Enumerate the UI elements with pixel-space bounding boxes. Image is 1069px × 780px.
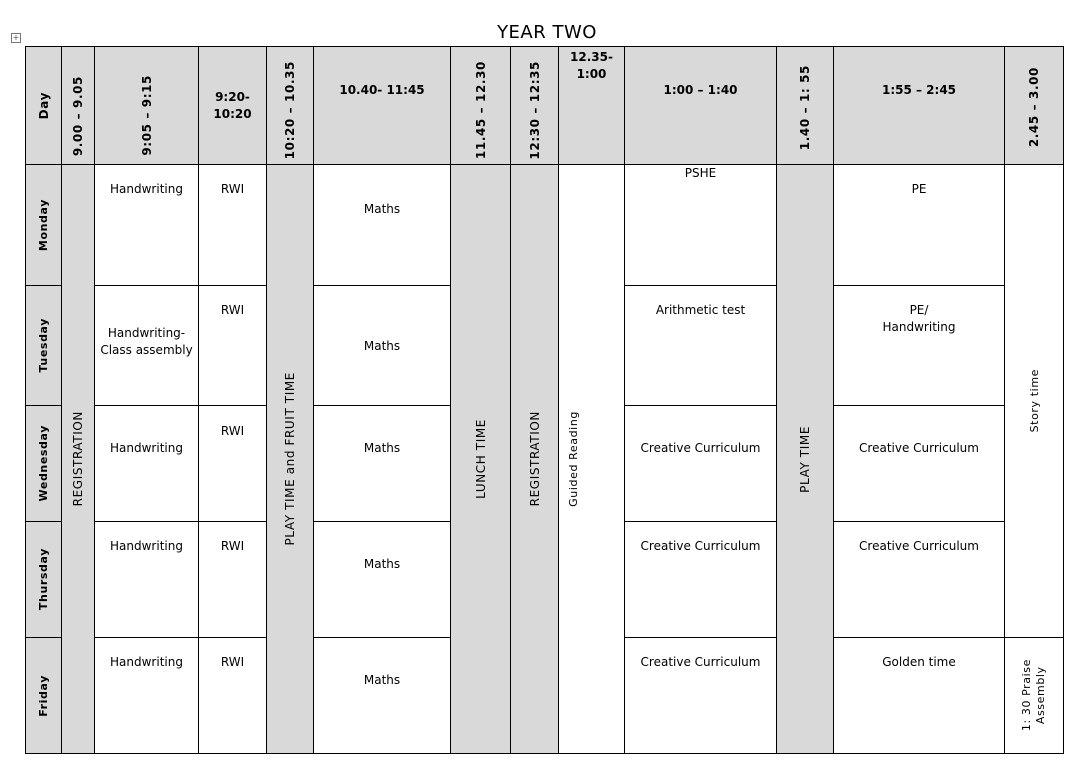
registration-afternoon: REGISTRATION: [511, 165, 559, 754]
header-time-0905: 9:05 – 9:15: [95, 47, 199, 165]
cell-wednesday-1355: Creative Curriculum: [834, 406, 1005, 522]
cell-thursday-0920: RWI: [199, 522, 267, 638]
day-label-tuesday: Tuesday: [26, 286, 62, 406]
cell-monday-0905: Handwriting: [95, 165, 199, 286]
header-time-0920: 9:20- 10:20: [199, 47, 267, 165]
cell-thursday-1300: Creative Curriculum: [625, 522, 777, 638]
praise-assembly: 1: 30 Praise Assembly: [1005, 638, 1064, 754]
cell-thursday-1040: Maths: [314, 522, 451, 638]
cell-friday-0905: Handwriting: [95, 638, 199, 754]
cell-tuesday-1040: Maths: [314, 286, 451, 406]
cell-tuesday-1355: PE/ Handwriting: [834, 286, 1005, 406]
play-and-fruit-time: PLAY TIME and FRUIT TIME: [267, 165, 314, 754]
cell-monday-0920: RWI: [199, 165, 267, 286]
header-day: Day: [26, 47, 62, 165]
header-time-1340: 1.40 – 1: 55: [777, 47, 834, 165]
header-time-1230: 12:30 – 12:35: [511, 47, 559, 165]
header-time-1235: 12.35- 1:00: [559, 47, 625, 165]
header-time-1040: 10.40- 11:45: [314, 47, 451, 165]
day-label-wednesday: Wednesday: [26, 406, 62, 522]
lunch-time: LUNCH TIME: [451, 165, 511, 754]
cell-monday-1355: PE: [834, 165, 1005, 286]
play-time: PLAY TIME: [777, 165, 834, 754]
cell-wednesday-0905: Handwriting: [95, 406, 199, 522]
cell-tuesday-0920: RWI: [199, 286, 267, 406]
header-time-1300: 1:00 – 1:40: [625, 47, 777, 165]
day-label-monday: Monday: [26, 165, 62, 286]
cell-friday-1300: Creative Curriculum: [625, 638, 777, 754]
cell-friday-1040: Maths: [314, 638, 451, 754]
page-title: YEAR TWO: [497, 22, 597, 43]
cell-friday-0920: RWI: [199, 638, 267, 754]
cell-tuesday-1300: Arithmetic test: [625, 286, 777, 406]
header-time-0900: 9.00 – 9.05: [62, 47, 95, 165]
header-time-1355: 1:55 – 2:45: [834, 47, 1005, 165]
story-time: Story time: [1005, 165, 1064, 638]
day-label-thursday: Thursday: [26, 522, 62, 638]
cell-monday-1300: PSHE: [625, 165, 777, 286]
cell-wednesday-1040: Maths: [314, 406, 451, 522]
day-label-friday: Friday: [26, 638, 62, 754]
timetable: [25, 46, 1064, 754]
guided-reading: Guided Reading: [559, 165, 625, 754]
registration-morning: REGISTRATION: [62, 165, 95, 754]
table-row: [26, 165, 1064, 286]
header-time-1145: 11.45 – 12.30: [451, 47, 511, 165]
header-row: [26, 47, 1064, 165]
header-time-1445: 2.45 – 3.00: [1005, 47, 1064, 165]
header-time-1020: 10:20 – 10.35: [267, 47, 314, 165]
cell-wednesday-1300: Creative Curriculum: [625, 406, 777, 522]
cell-wednesday-0920: RWI: [199, 406, 267, 522]
cell-tuesday-0905: Handwriting- Class assembly: [95, 286, 199, 406]
cell-friday-1355: Golden time: [834, 638, 1005, 754]
table-move-handle-icon[interactable]: +: [12, 33, 20, 42]
cell-monday-1040: Maths: [314, 165, 451, 286]
cell-thursday-1355: Creative Curriculum: [834, 522, 1005, 638]
cell-thursday-0905: Handwriting: [95, 522, 199, 638]
